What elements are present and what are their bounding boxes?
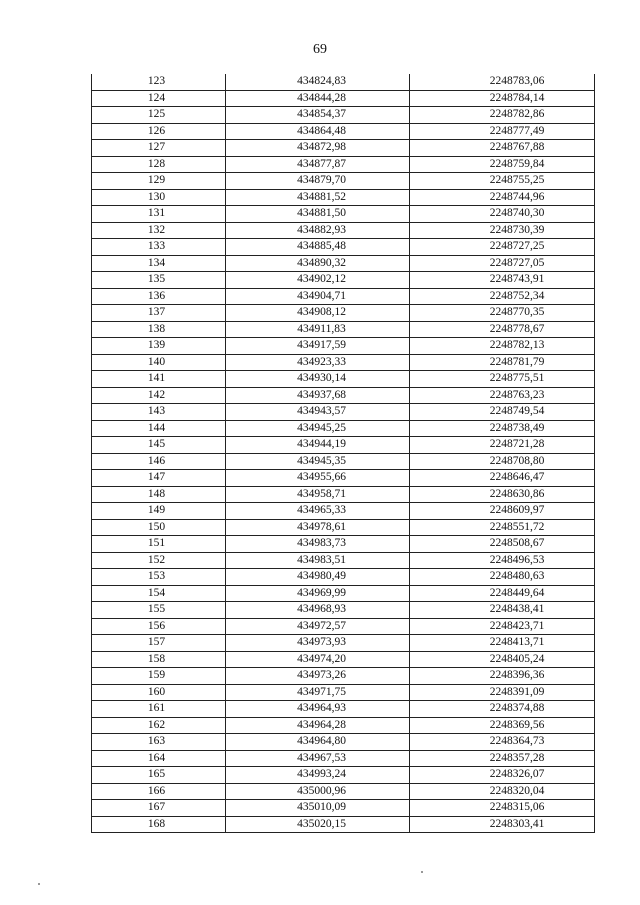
y-coordinate-cell: 2248646,47 bbox=[410, 470, 595, 487]
x-coordinate-cell: 434958,71 bbox=[226, 486, 410, 503]
x-coordinate-cell: 434964,28 bbox=[226, 717, 410, 734]
table-row bbox=[92, 305, 595, 322]
x-coordinate-cell: 434911,83 bbox=[226, 321, 410, 338]
scan-speck bbox=[421, 871, 423, 873]
point-number-cell: 136 bbox=[92, 288, 226, 305]
point-number-cell: 163 bbox=[92, 734, 226, 751]
y-coordinate-cell: 2248449,64 bbox=[410, 585, 595, 602]
table-row bbox=[92, 354, 595, 371]
table-row bbox=[92, 453, 595, 470]
point-number-cell: 130 bbox=[92, 189, 226, 206]
table-row bbox=[92, 668, 595, 685]
x-coordinate-cell: 434854,37 bbox=[226, 107, 410, 124]
x-coordinate-cell: 434881,50 bbox=[226, 206, 410, 223]
x-coordinate-cell: 434980,49 bbox=[226, 569, 410, 586]
y-coordinate-cell: 2248738,49 bbox=[410, 420, 595, 437]
y-coordinate-cell: 2248480,63 bbox=[410, 569, 595, 586]
x-coordinate-cell: 434844,28 bbox=[226, 90, 410, 107]
point-number-cell: 148 bbox=[92, 486, 226, 503]
table-row bbox=[92, 717, 595, 734]
y-coordinate-cell: 2248413,71 bbox=[410, 635, 595, 652]
y-coordinate-cell: 2248357,28 bbox=[410, 750, 595, 767]
y-coordinate-cell: 2248740,30 bbox=[410, 206, 595, 223]
x-coordinate-cell: 434964,80 bbox=[226, 734, 410, 751]
point-number-cell: 134 bbox=[92, 255, 226, 272]
point-number-cell: 144 bbox=[92, 420, 226, 437]
table-row bbox=[92, 569, 595, 586]
point-number-cell: 165 bbox=[92, 767, 226, 784]
y-coordinate-cell: 2248781,79 bbox=[410, 354, 595, 371]
y-coordinate-cell: 2248783,06 bbox=[410, 74, 595, 90]
point-number-cell: 164 bbox=[92, 750, 226, 767]
table-row bbox=[92, 404, 595, 421]
y-coordinate-cell: 2248551,72 bbox=[410, 519, 595, 536]
x-coordinate-cell: 434993,24 bbox=[226, 767, 410, 784]
y-coordinate-cell: 2248405,24 bbox=[410, 651, 595, 668]
x-coordinate-cell: 434945,35 bbox=[226, 453, 410, 470]
point-number-cell: 126 bbox=[92, 123, 226, 140]
x-coordinate-cell: 434904,71 bbox=[226, 288, 410, 305]
x-coordinate-cell: 434885,48 bbox=[226, 239, 410, 256]
point-number-cell: 150 bbox=[92, 519, 226, 536]
table-row bbox=[92, 288, 595, 305]
point-number-cell: 145 bbox=[92, 437, 226, 454]
y-coordinate-cell: 2248320,04 bbox=[410, 783, 595, 800]
y-coordinate-cell: 2248364,73 bbox=[410, 734, 595, 751]
table-row bbox=[92, 618, 595, 635]
point-number-cell: 160 bbox=[92, 684, 226, 701]
point-number-cell: 152 bbox=[92, 552, 226, 569]
point-number-cell: 161 bbox=[92, 701, 226, 718]
x-coordinate-cell: 434881,52 bbox=[226, 189, 410, 206]
table-row bbox=[92, 420, 595, 437]
x-coordinate-cell: 434882,93 bbox=[226, 222, 410, 239]
table-row bbox=[92, 123, 595, 140]
table-row bbox=[92, 767, 595, 784]
table-row bbox=[92, 585, 595, 602]
y-coordinate-cell: 2248391,09 bbox=[410, 684, 595, 701]
coordinates-table-body bbox=[92, 74, 595, 833]
point-number-cell: 149 bbox=[92, 503, 226, 520]
y-coordinate-cell: 2248782,13 bbox=[410, 338, 595, 355]
y-coordinate-cell: 2248721,28 bbox=[410, 437, 595, 454]
point-number-cell: 153 bbox=[92, 569, 226, 586]
point-number-cell: 141 bbox=[92, 371, 226, 388]
point-number-cell: 138 bbox=[92, 321, 226, 338]
coordinates-table bbox=[91, 74, 595, 833]
x-coordinate-cell: 435010,09 bbox=[226, 800, 410, 817]
table-row bbox=[92, 90, 595, 107]
point-number-cell: 162 bbox=[92, 717, 226, 734]
y-coordinate-cell: 2248374,88 bbox=[410, 701, 595, 718]
table-row bbox=[92, 222, 595, 239]
x-coordinate-cell: 434983,73 bbox=[226, 536, 410, 553]
point-number-cell: 159 bbox=[92, 668, 226, 685]
table-row bbox=[92, 750, 595, 767]
y-coordinate-cell: 2248438,41 bbox=[410, 602, 595, 619]
x-coordinate-cell: 434877,87 bbox=[226, 156, 410, 173]
point-number-cell: 129 bbox=[92, 173, 226, 190]
y-coordinate-cell: 2248423,71 bbox=[410, 618, 595, 635]
point-number-cell: 135 bbox=[92, 272, 226, 289]
table-row bbox=[92, 519, 595, 536]
table-row bbox=[92, 140, 595, 157]
point-number-cell: 133 bbox=[92, 239, 226, 256]
table-row bbox=[92, 107, 595, 124]
table-row bbox=[92, 156, 595, 173]
table-row bbox=[92, 255, 595, 272]
table-row bbox=[92, 173, 595, 190]
point-number-cell: 125 bbox=[92, 107, 226, 124]
x-coordinate-cell: 434969,99 bbox=[226, 585, 410, 602]
x-coordinate-cell: 434908,12 bbox=[226, 305, 410, 322]
table-row bbox=[92, 651, 595, 668]
x-coordinate-cell: 434974,20 bbox=[226, 651, 410, 668]
page-number: 69 bbox=[313, 42, 327, 57]
point-number-cell: 123 bbox=[92, 74, 226, 90]
point-number-cell: 151 bbox=[92, 536, 226, 553]
x-coordinate-cell: 434973,26 bbox=[226, 668, 410, 685]
scan-speck bbox=[38, 883, 40, 885]
y-coordinate-cell: 2248775,51 bbox=[410, 371, 595, 388]
table-row bbox=[92, 437, 595, 454]
x-coordinate-cell: 434824,83 bbox=[226, 74, 410, 90]
point-number-cell: 124 bbox=[92, 90, 226, 107]
y-coordinate-cell: 2248763,23 bbox=[410, 387, 595, 404]
x-coordinate-cell: 434971,75 bbox=[226, 684, 410, 701]
table-row bbox=[92, 701, 595, 718]
point-number-cell: 128 bbox=[92, 156, 226, 173]
x-coordinate-cell: 434923,33 bbox=[226, 354, 410, 371]
x-coordinate-cell: 434864,48 bbox=[226, 123, 410, 140]
point-number-cell: 131 bbox=[92, 206, 226, 223]
table-row bbox=[92, 189, 595, 206]
y-coordinate-cell: 2248782,86 bbox=[410, 107, 595, 124]
point-number-cell: 155 bbox=[92, 602, 226, 619]
y-coordinate-cell: 2248749,54 bbox=[410, 404, 595, 421]
point-number-cell: 143 bbox=[92, 404, 226, 421]
point-number-cell: 158 bbox=[92, 651, 226, 668]
point-number-cell: 127 bbox=[92, 140, 226, 157]
y-coordinate-cell: 2248315,06 bbox=[410, 800, 595, 817]
x-coordinate-cell: 434872,98 bbox=[226, 140, 410, 157]
point-number-cell: 167 bbox=[92, 800, 226, 817]
table-row bbox=[92, 800, 595, 817]
table-row bbox=[92, 734, 595, 751]
table-row bbox=[92, 371, 595, 388]
y-coordinate-cell: 2248708,80 bbox=[410, 453, 595, 470]
x-coordinate-cell: 434983,51 bbox=[226, 552, 410, 569]
x-coordinate-cell: 434968,93 bbox=[226, 602, 410, 619]
x-coordinate-cell: 434967,53 bbox=[226, 750, 410, 767]
table-row bbox=[92, 470, 595, 487]
x-coordinate-cell: 435000,96 bbox=[226, 783, 410, 800]
y-coordinate-cell: 2248727,25 bbox=[410, 239, 595, 256]
table-row bbox=[92, 503, 595, 520]
y-coordinate-cell: 2248369,56 bbox=[410, 717, 595, 734]
x-coordinate-cell: 434937,68 bbox=[226, 387, 410, 404]
table-row bbox=[92, 321, 595, 338]
table-row bbox=[92, 74, 595, 90]
table-row bbox=[92, 338, 595, 355]
x-coordinate-cell: 434955,66 bbox=[226, 470, 410, 487]
point-number-cell: 140 bbox=[92, 354, 226, 371]
x-coordinate-cell: 434902,12 bbox=[226, 272, 410, 289]
x-coordinate-cell: 435020,15 bbox=[226, 816, 410, 833]
y-coordinate-cell: 2248730,39 bbox=[410, 222, 595, 239]
point-number-cell: 147 bbox=[92, 470, 226, 487]
point-number-cell: 137 bbox=[92, 305, 226, 322]
x-coordinate-cell: 434944,19 bbox=[226, 437, 410, 454]
y-coordinate-cell: 2248755,25 bbox=[410, 173, 595, 190]
point-number-cell: 146 bbox=[92, 453, 226, 470]
point-number-cell: 168 bbox=[92, 816, 226, 833]
x-coordinate-cell: 434943,57 bbox=[226, 404, 410, 421]
table-row bbox=[92, 816, 595, 833]
table-row bbox=[92, 272, 595, 289]
x-coordinate-cell: 434945,25 bbox=[226, 420, 410, 437]
x-coordinate-cell: 434973,93 bbox=[226, 635, 410, 652]
point-number-cell: 132 bbox=[92, 222, 226, 239]
y-coordinate-cell: 2248744,96 bbox=[410, 189, 595, 206]
table-row bbox=[92, 783, 595, 800]
x-coordinate-cell: 434879,70 bbox=[226, 173, 410, 190]
y-coordinate-cell: 2248609,97 bbox=[410, 503, 595, 520]
point-number-cell: 166 bbox=[92, 783, 226, 800]
table-row bbox=[92, 387, 595, 404]
x-coordinate-cell: 434964,93 bbox=[226, 701, 410, 718]
x-coordinate-cell: 434890,32 bbox=[226, 255, 410, 272]
table-row bbox=[92, 635, 595, 652]
x-coordinate-cell: 434965,33 bbox=[226, 503, 410, 520]
y-coordinate-cell: 2248770,35 bbox=[410, 305, 595, 322]
y-coordinate-cell: 2248759,84 bbox=[410, 156, 595, 173]
table-row bbox=[92, 486, 595, 503]
y-coordinate-cell: 2248496,53 bbox=[410, 552, 595, 569]
table-row bbox=[92, 206, 595, 223]
point-number-cell: 156 bbox=[92, 618, 226, 635]
x-coordinate-cell: 434978,61 bbox=[226, 519, 410, 536]
y-coordinate-cell: 2248630,86 bbox=[410, 486, 595, 503]
table-row bbox=[92, 602, 595, 619]
table-row bbox=[92, 536, 595, 553]
point-number-cell: 154 bbox=[92, 585, 226, 602]
point-number-cell: 142 bbox=[92, 387, 226, 404]
table-row bbox=[92, 684, 595, 701]
y-coordinate-cell: 2248396,36 bbox=[410, 668, 595, 685]
y-coordinate-cell: 2248743,91 bbox=[410, 272, 595, 289]
y-coordinate-cell: 2248778,67 bbox=[410, 321, 595, 338]
y-coordinate-cell: 2248777,49 bbox=[410, 123, 595, 140]
y-coordinate-cell: 2248727,05 bbox=[410, 255, 595, 272]
point-number-cell: 139 bbox=[92, 338, 226, 355]
x-coordinate-cell: 434972,57 bbox=[226, 618, 410, 635]
y-coordinate-cell: 2248767,88 bbox=[410, 140, 595, 157]
x-coordinate-cell: 434930,14 bbox=[226, 371, 410, 388]
table-row bbox=[92, 552, 595, 569]
y-coordinate-cell: 2248303,41 bbox=[410, 816, 595, 833]
x-coordinate-cell: 434917,59 bbox=[226, 338, 410, 355]
y-coordinate-cell: 2248784,14 bbox=[410, 90, 595, 107]
y-coordinate-cell: 2248752,34 bbox=[410, 288, 595, 305]
table-row bbox=[92, 239, 595, 256]
y-coordinate-cell: 2248508,67 bbox=[410, 536, 595, 553]
point-number-cell: 157 bbox=[92, 635, 226, 652]
y-coordinate-cell: 2248326,07 bbox=[410, 767, 595, 784]
